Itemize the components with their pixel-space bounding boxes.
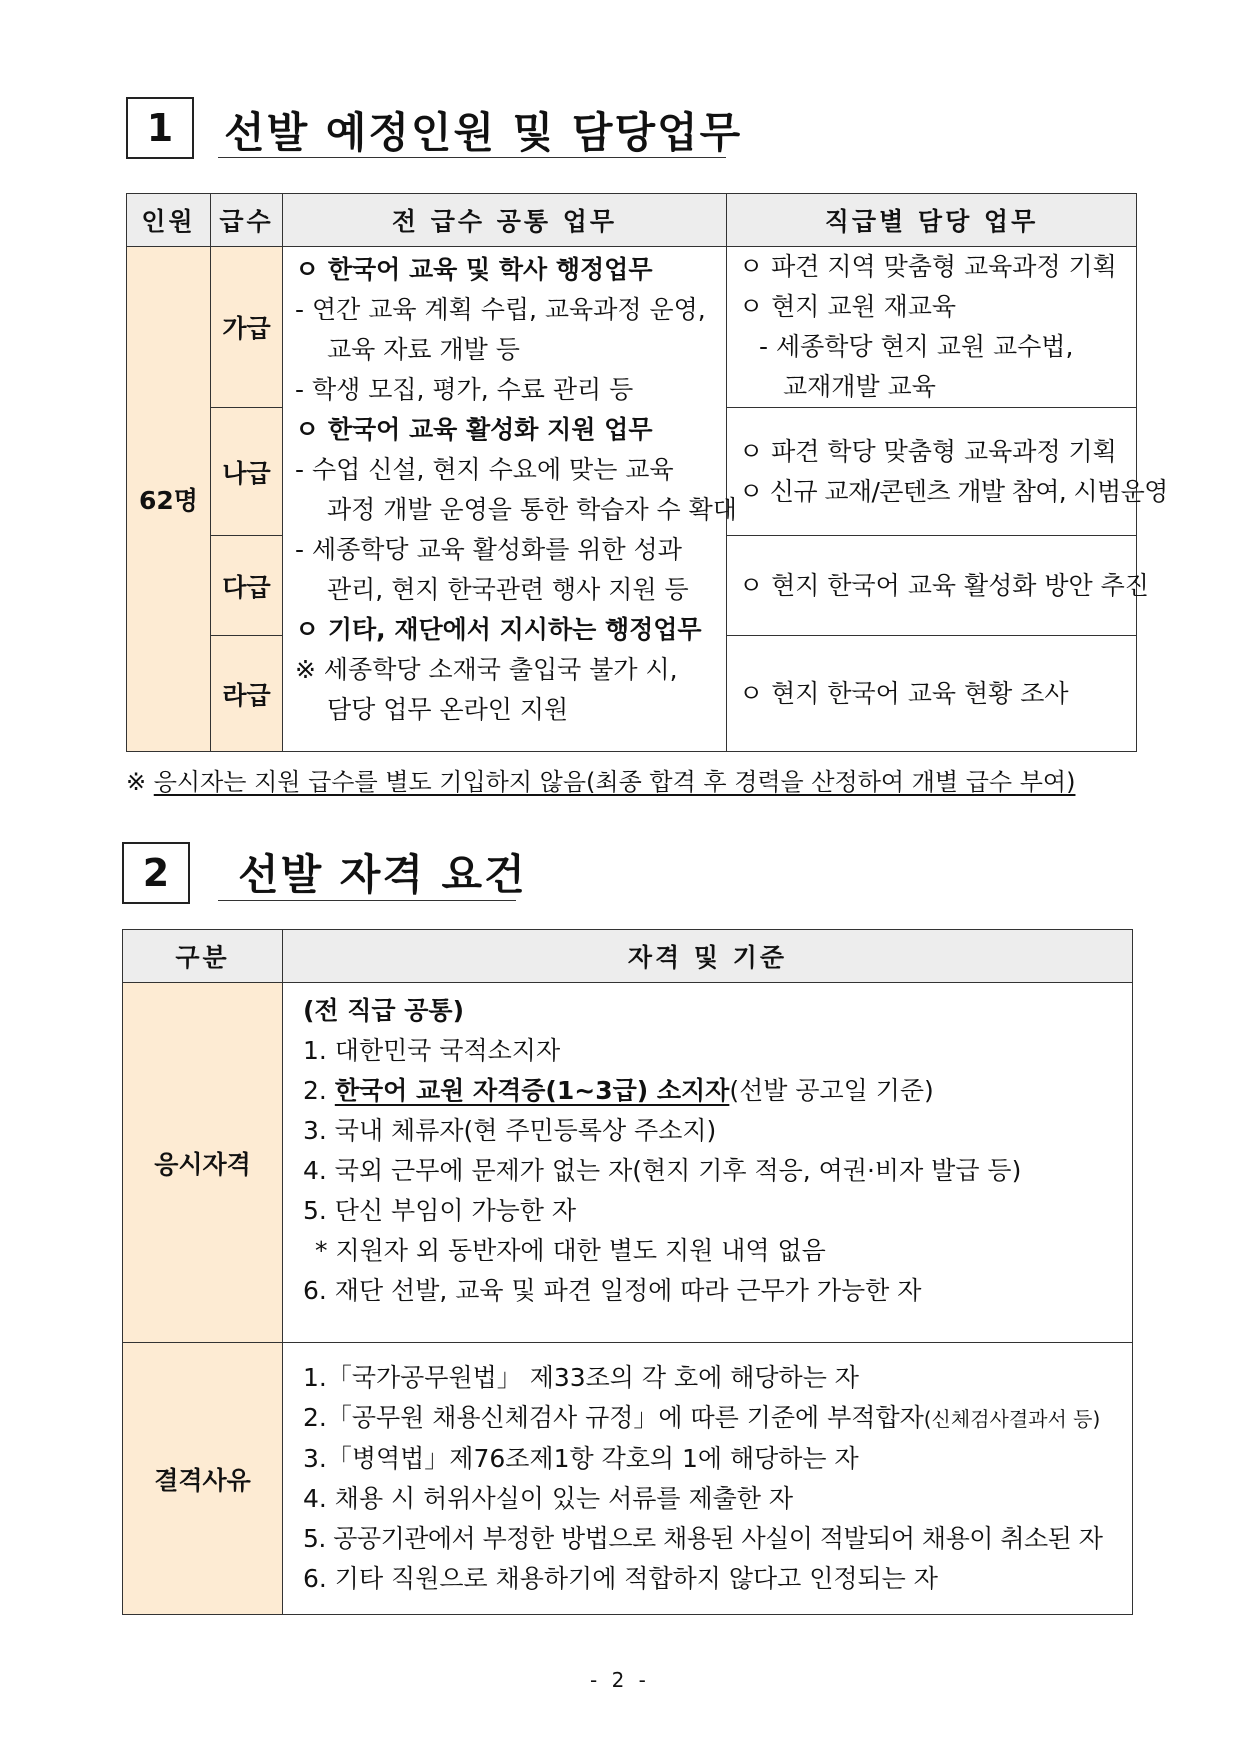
common-line: 교육 자료 개발 등 xyxy=(327,335,520,364)
per-grade-line: ㅇ 신규 교재/콘텐츠 개발 참여, 시범운영 xyxy=(739,476,1168,506)
disqualification-item: 1.「국가공무원법」 제33조의 각 호에 해당하는 자 xyxy=(303,1363,859,1392)
header-count: 인원 xyxy=(127,194,211,247)
per-grade-line: - 세종학당 현지 교원 교수법, xyxy=(759,332,1074,361)
per-grade-ra xyxy=(727,636,1137,752)
common-line: 담당 업무 온라인 지원 xyxy=(327,695,569,724)
common-line: ※ 세종학당 소재국 출입국 불가 시, xyxy=(295,655,678,684)
section2-number: 2 xyxy=(142,851,170,895)
eligibility-item xyxy=(303,1071,1132,1111)
section2-title: 선발 자격 요건 xyxy=(238,850,527,899)
disqualification-row xyxy=(123,1343,1133,1615)
disqualification-item: 4. 채용 시 허위사실이 있는 서류를 제출한 자 xyxy=(303,1484,794,1513)
grade-note xyxy=(126,762,1075,797)
common-line: ㅇ 한국어 교육 및 학사 행정업무 xyxy=(295,255,653,284)
disqualification-item: 3.「병역법」제76조제1항 각호의 1에 해당하는 자 xyxy=(303,1444,859,1473)
per-grade-line: ㅇ 현지 한국어 교육 현황 조사 xyxy=(739,678,1069,708)
disqualification-content xyxy=(283,1343,1133,1615)
section2-title-underline xyxy=(218,900,516,901)
eligibility-item: 5. 단신 부임이 가능한 자 xyxy=(303,1196,576,1225)
item2-main: 2.「공무원 채용신체검사 규정」에 따른 기준에 부적합자 xyxy=(303,1403,924,1432)
grade-row-ga xyxy=(127,247,1137,408)
count-cell: 62명 xyxy=(127,247,211,752)
disqualification-item: 6. 기타 직원으로 채용하기에 적합하지 않다고 인정되는 자 xyxy=(303,1564,938,1593)
section2-number-box xyxy=(122,842,190,904)
per-grade-line: ㅇ 현지 한국어 교육 활성화 방안 추진 xyxy=(739,570,1149,600)
disqualification-item xyxy=(303,1398,1132,1439)
header-grade: 급수 xyxy=(211,194,283,247)
grade-na: 나급 xyxy=(211,408,283,536)
common-line: 관리, 현지 한국관련 행사 지원 등 xyxy=(327,575,689,604)
qualification-table xyxy=(122,929,1133,1615)
common-line: 과정 개발 운영을 통한 학습자 수 확대 xyxy=(327,495,737,524)
header-per-grade: 직급별 담당 업무 xyxy=(727,194,1137,247)
note-text: 응시자는 지원 급수를 별도 기입하지 않음(최종 합격 후 경력을 산정하여 개별 급수 부여) xyxy=(153,768,1076,796)
item2-prefix: 2. xyxy=(303,1076,335,1105)
eligibility-item: 3. 국내 체류자(현 주민등록상 주소지) xyxy=(303,1116,717,1145)
eligibility-note: * 지원자 외 동반자에 대한 별도 지원 내역 없음 xyxy=(315,1236,826,1265)
per-grade-da xyxy=(727,536,1149,636)
qualification-header-row xyxy=(123,930,1133,983)
note-mark: ※ xyxy=(126,768,147,796)
section1-title: 선발 예정인원 및 담당업무 xyxy=(224,108,743,157)
page-number: - 2 - xyxy=(590,1668,650,1692)
eligibility-heading: (전 직급 공통) xyxy=(303,996,465,1025)
eligibility-label: 응시자격 xyxy=(123,983,283,1343)
common-line: - 연간 교육 계획 수립, 교육과정 운영, xyxy=(295,295,706,324)
item2-highlight: 한국어 교원 자격증(1~3급) 소지자 xyxy=(334,1076,730,1105)
per-grade-line: ㅇ 파견 학당 맞춤형 교육과정 기획 xyxy=(739,436,1117,466)
header-category: 구분 xyxy=(123,930,283,983)
duties-header-row xyxy=(127,194,1137,247)
per-grade-line: ㅇ 파견 지역 맞춤형 교육과정 기획 xyxy=(739,252,1117,281)
item2-small: (신체검사결과서 등) xyxy=(923,1407,1101,1431)
common-line: - 세종학당 교육 활성화를 위한 성과 xyxy=(295,535,682,564)
common-duties-cell xyxy=(283,247,737,752)
grade-da: 다급 xyxy=(211,536,283,636)
grade-ga: 가급 xyxy=(211,247,283,408)
common-line: ㅇ 한국어 교육 활성화 지원 업무 xyxy=(295,415,653,444)
section1-number: 1 xyxy=(146,106,174,150)
eligibility-item: 6. 재단 선발, 교육 및 파견 일정에 따라 근무가 가능한 자 xyxy=(303,1276,922,1305)
per-grade-ga xyxy=(727,247,1137,408)
per-grade-na xyxy=(727,408,1168,536)
per-grade-line: 교재개발 교육 xyxy=(783,372,936,401)
common-line: - 수업 신설, 현지 수요에 맞는 교육 xyxy=(295,455,674,484)
eligibility-content xyxy=(283,983,1133,1343)
common-line: - 학생 모집, 평가, 수료 관리 등 xyxy=(295,375,634,404)
duties-table xyxy=(126,193,1168,752)
disqualification-label: 결격사유 xyxy=(123,1343,283,1615)
eligibility-item: 4. 국외 근무에 문제가 없는 자(현지 기후 적응, 여권·비자 발급 등) xyxy=(303,1156,1022,1185)
grade-ra: 라급 xyxy=(211,636,283,752)
eligibility-item: 1. 대한민국 국적소지자 xyxy=(303,1036,561,1065)
common-line: ㅇ 기타, 재단에서 지시하는 행정업무 xyxy=(295,615,702,644)
section1-number-box xyxy=(126,97,194,159)
eligibility-row xyxy=(123,983,1133,1343)
header-common: 전 급수 공통 업무 xyxy=(283,194,727,247)
header-criteria: 자격 및 기준 xyxy=(283,930,1133,983)
section1-title-underline xyxy=(218,157,726,158)
item2-suffix: (선발 공고일 기준) xyxy=(729,1076,934,1105)
disqualification-item: 5. 공공기관에서 부정한 방법으로 채용된 사실이 적발되어 채용이 취소된 자 xyxy=(303,1524,1103,1553)
per-grade-line: ㅇ 현지 교원 재교육 xyxy=(739,292,957,321)
